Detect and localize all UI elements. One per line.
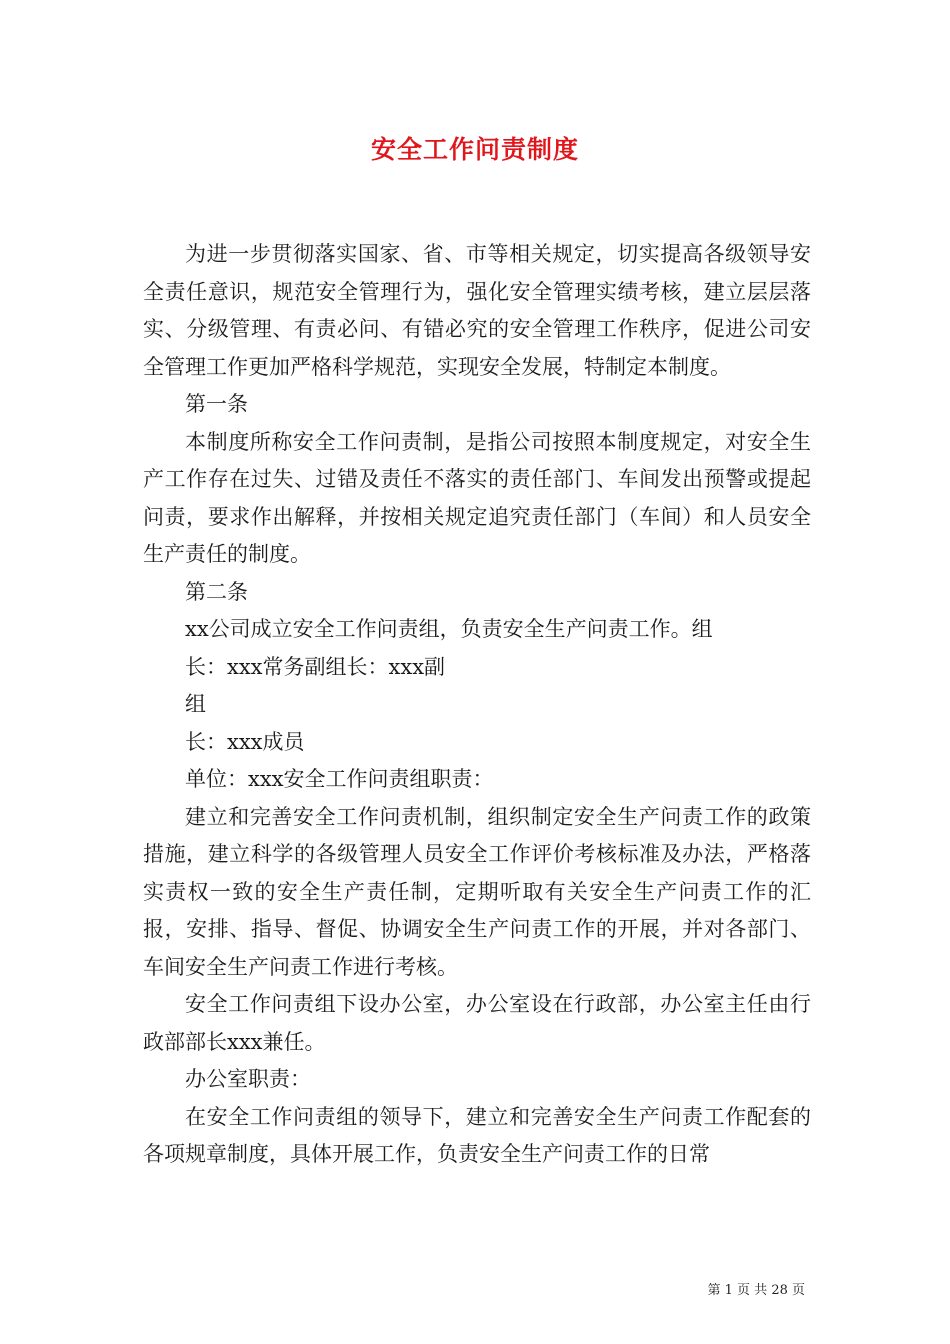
intro-paragraph: 为进一步贯彻落实国家、省、市等相关规定，切实提高各级领导安全责任意识，规范安全管理行为，强化安全管理实绩考核，建立层层落实、分级管理、有责必问、有错必究的安全管理工作秩序，促进公司安全管理工作更加严格科学规范，实现安全发展，特制定本制度。 (143, 242, 811, 379)
group-members-line: 长：xxx成员 (185, 729, 305, 754)
group-members-line: 组 (185, 692, 206, 716)
group-members-line: 长：xxx常务副组长：xxx副 (185, 654, 446, 679)
group-duties-heading: 单位：xxx安全工作问责组职责： (185, 767, 494, 791)
group-members-line: xx公司成立安全工作问责组，负责安全生产问责工作。组 (185, 617, 713, 641)
article-heading-2: 第二条 (185, 579, 248, 604)
document-body (143, 236, 811, 1174)
article-1-paragraph: 本制度所称安全工作问责制，是指公司按照本制度规定，对安全生产工作存在过失、过错及责任不落实的责任部门、车间发出预警或提起问责，要求作出解释，并按相关规定追究责任部门（车间）和人员安全生产责任的制度。 (143, 429, 811, 566)
group-duties-paragraph: 建立和完善安全工作问责机制，组织制定安全生产问责工作的政策措施，建立科学的各级管理人员安全工作评价考核标准及办法，严格落实责权一致的安全生产责任制，定期听取有关安全生产问责工作的汇报，安排、指导、督促、协调安全生产问责工作的开展，并对各部门、车间安全生产问责工作进行考核。 (143, 804, 811, 979)
document-title: 安全工作问责制度 (370, 135, 579, 164)
page-number: 第 1 页 共 28 页 (707, 1283, 805, 1298)
article-heading-1: 第一条 (185, 392, 248, 416)
office-duties-heading: 办公室职责： (185, 1067, 311, 1091)
office-duties-paragraph: 在安全工作问责组的领导下，建立和完善安全生产问责工作配套的各项规章制度，具体开展工作，负责安全生产问责工作的日常 (143, 1104, 811, 1166)
office-paragraph: 安全工作问责组下设办公室，办公室设在行政部，办公室主任由行政部部长xxx兼任。 (143, 992, 811, 1054)
